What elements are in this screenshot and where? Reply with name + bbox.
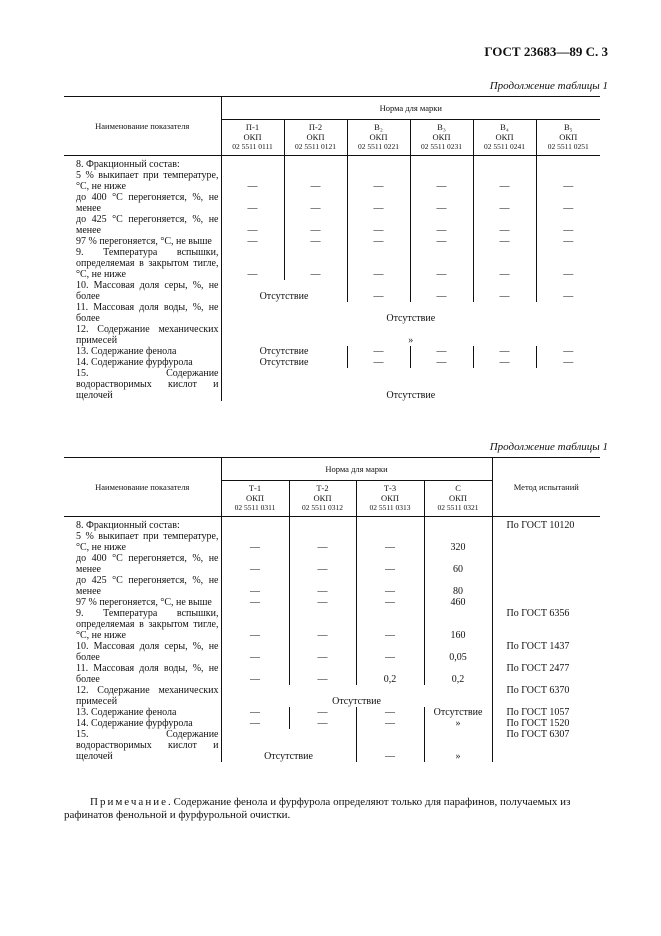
table-row: 97 % перегоняется, °С, не выше — — — — — — [64,236,600,247]
note-label: Примечание [90,796,168,808]
table-row: 97 % перегоняется, °С, не выше — — — 460 [64,597,600,608]
table1-grade-p1: П-1 ОКП 02 5511 0111 [221,120,284,156]
table2-grade-t1: Т-1 ОКП 02 5511 0311 [221,481,289,517]
table-row: 12. Содержание механических примесей » [64,324,600,346]
table-row: 15. Содержание водорастворимых кислот и щелочей Отсутствие — » По ГОСТ 6307 [64,729,600,762]
table-row: 14. Содержание фурфурола Отсутствие — — — — [64,357,600,368]
table1-grade-p2: П-2 ОКП 02 5511 0121 [284,120,347,156]
table1-grade-v5: В₅ ОКП 02 5511 0251 [536,120,600,156]
table1-norm-header: Норма для марки [221,97,600,120]
table2-method-header: Метод испытаний [492,458,600,517]
table1 [64,96,600,401]
table1-name-header: Наименование показателя [64,97,221,156]
table-row: до 425 °С перегоняется, %, не менее — — — 80 [64,575,600,597]
table2-norm-header: Норма для марки [221,458,492,481]
table1-grade-v3: В₃ ОКП 02 5511 0231 [410,120,473,156]
table2-name-header: Наименование показателя [64,458,221,517]
table-row: 10. Массовая доля серы, %, не более — — — 0,05 По ГОСТ 1437 [64,641,600,663]
table-row: 13. Содержание фенола Отсутствие — — — — [64,346,600,357]
table2-grade-t3: Т-3 ОКП 02 5511 0313 [356,481,424,517]
table-row: 15. Содержание водорастворимых кислот и щелочей Отсутствие [64,368,600,401]
page-header: ГОСТ 23683—89 С. 3 [484,44,608,59]
table-row: до 425 °С перегоняется, %, не менее — — — — — — [64,214,600,236]
note-text: . Содержание фенола и фурфурола определяют только для парафинов, получаемых из рафинатов фенольной и фурфурольной очистки. [64,796,571,821]
table-row: 13. Содержание фенола — — — Отсутствие По ГОСТ 1057 [64,707,600,718]
table-row: 9. Температура вспышки, определяемая в закрытом тигле, °С, не ниже — — — — — — [64,247,600,280]
table2-continuation: Продолжение таблицы 1 [489,441,608,453]
table-row: 12. Содержание механических примесей Отсутствие По ГОСТ 6370 [64,685,600,707]
table-row: 8. Фракционный состав: По ГОСТ 10120 [64,517,600,532]
table2 [64,457,600,762]
table-row: 5 % выкипает при температуре, °С, не ниже — — — 320 [64,531,600,553]
table-row: 9. Температура вспышки, определяемая в закрытом тигле, °С, не ниже — — — 160 По ГОСТ 6356 [64,608,600,641]
table-row: 11. Массовая доля воды, %, не более — — 0,2 0,2 По ГОСТ 2477 [64,663,600,685]
table2-grade-t2: Т-2 ОКП 02 5511 0312 [289,481,356,517]
table-row: 14. Содержание фурфурола — — — » По ГОСТ 1520 [64,718,600,729]
table-row: 11. Массовая доля воды, %, не более Отсутствие [64,302,600,324]
table-note [64,796,600,822]
table-row: 5 % выкипает при температуре, °С, не ниже — — — — — — [64,170,600,192]
table-row: до 400 °С перегоняется, %, не менее — — — — — — [64,192,600,214]
table1-continuation: Продолжение таблицы 1 [489,80,608,92]
table2-grade-s: С ОКП 02 5511 0321 [424,481,492,517]
table-row: 8. Фракционный состав: [64,156,600,171]
table-row: 10. Массовая доля серы, %, не более Отсутствие — — — — [64,280,600,302]
table1-grade-v4: В₄ ОКП 02 5511 0241 [473,120,536,156]
table1-grade-v2: В₂ ОКП 02 5511 0221 [347,120,410,156]
table-row: до 400 °С перегоняется, %, не менее — — — 60 [64,553,600,575]
